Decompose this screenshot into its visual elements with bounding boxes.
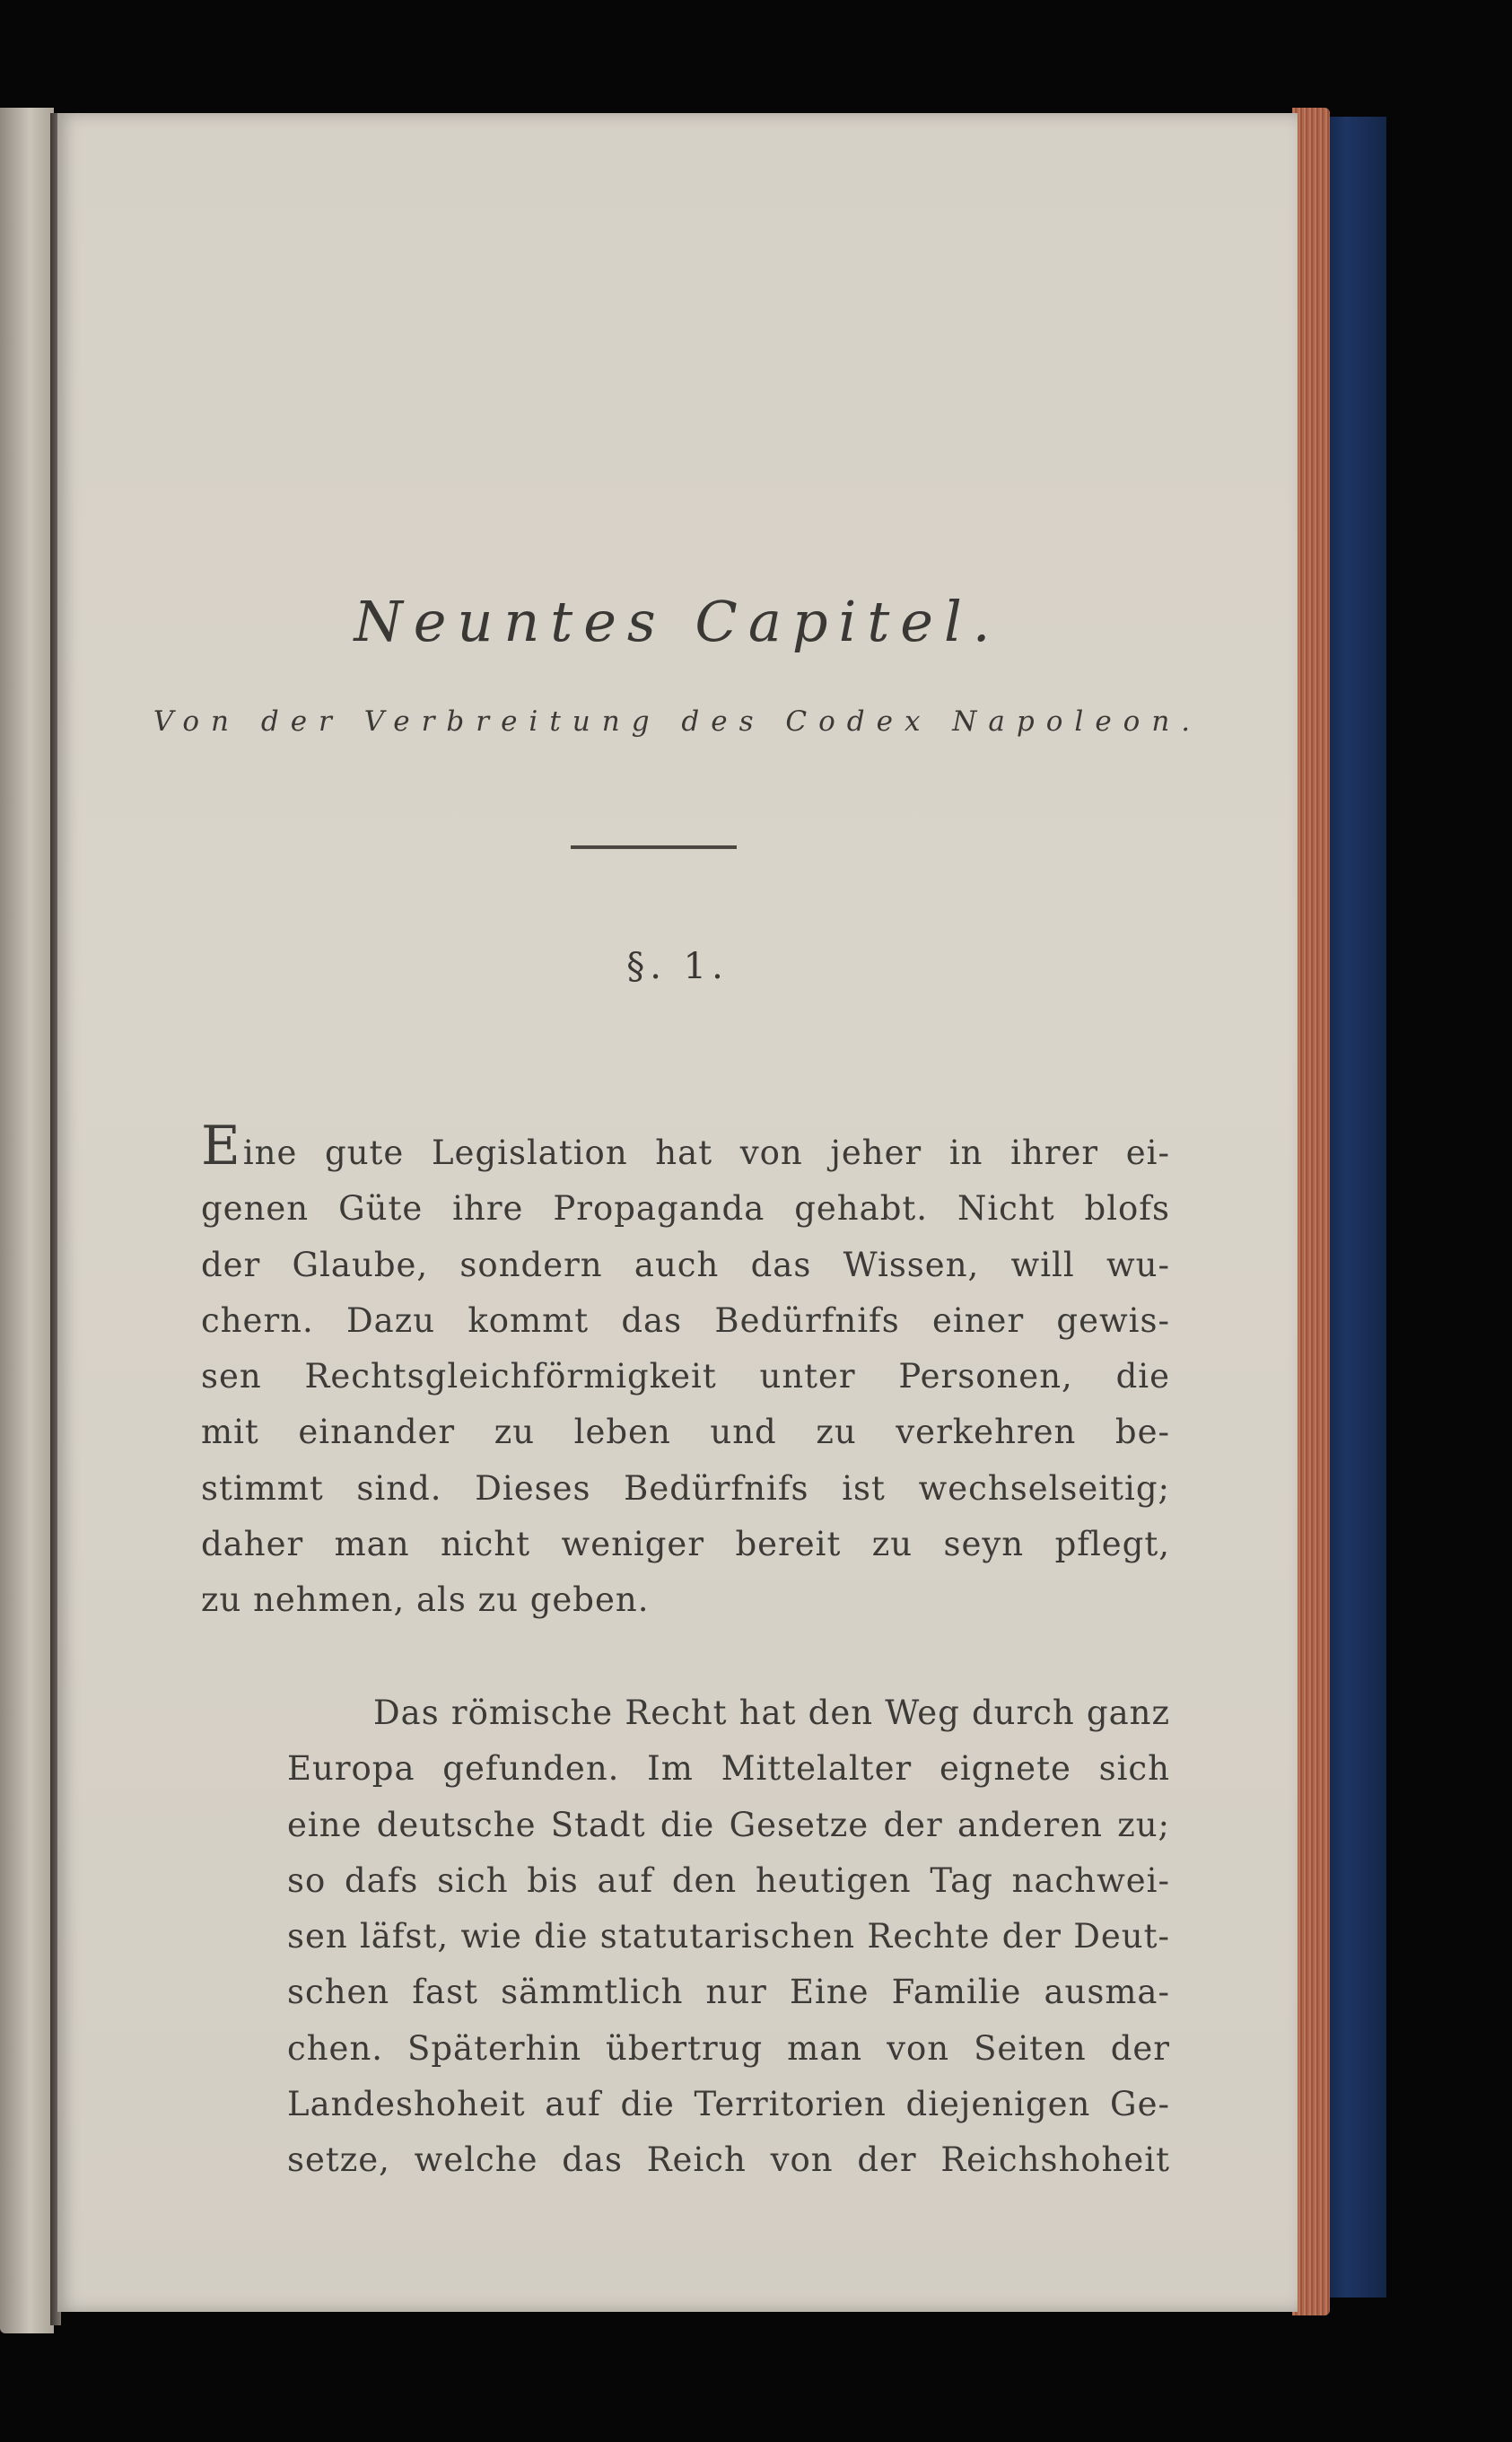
divider-rule — [571, 845, 737, 849]
text-line: mit einander zu leben und zu verkehren be- — [201, 1413, 1170, 1452]
left-page-edge — [0, 108, 54, 2333]
text-line: setze, welche das Reich von der Reichshoheit — [287, 2140, 1170, 2180]
paragraph-1 — [201, 1115, 1170, 1629]
page-edges — [1292, 108, 1330, 2315]
chapter-title: Neuntes Capitel. — [354, 589, 1001, 654]
text-line: genen Güte ihre Propaganda gehabt. Nicht blofs — [201, 1189, 1170, 1229]
text-line: chen. Späterhin übertrug man von Seiten der — [287, 2028, 1170, 2068]
text-line: sen Rechtsgleichförmigkeit unter Personen, die — [201, 1357, 1170, 1396]
text-line: zu nehmen, als zu geben. — [201, 1580, 650, 1620]
text-line: schen fast sämmtlich nur Eine Familie ausma- — [287, 1973, 1170, 2012]
text-line: der Glaube, sondern auch das Wissen, will wu- — [201, 1245, 1170, 1284]
text-line — [201, 1115, 1170, 1181]
text-line: sen läfst, wie die statutarischen Rechte der Deut- — [287, 1917, 1170, 1956]
text-line: chern. Dazu kommt das Bedürfnifs einer gewis- — [201, 1300, 1170, 1340]
section-heading: §. 1. — [626, 946, 729, 987]
text-line: eine deutsche Stadt die Gesetze der anderen zu; — [287, 1805, 1170, 1844]
text-line: stimmt sind. Dieses Bedürfnifs ist wechselseitig; — [201, 1468, 1170, 1508]
text-line: daher man nicht weniger bereit zu seyn pflegt, — [201, 1525, 1170, 1564]
drop-cap: E — [201, 1115, 241, 1177]
text-line: Europa gefunden. Im Mittelalter eignete sich — [287, 1749, 1170, 1789]
text-line: Landeshoheit auf die Territorien diejenigen Ge- — [287, 2085, 1170, 2124]
text-line-content: ine gute Legislation hat von jeher in ihrer ei- — [242, 1133, 1170, 1172]
book-page — [57, 113, 1298, 2312]
text-line: so dafs sich bis auf den heutigen Tag nachwei- — [287, 1860, 1170, 1900]
chapter-subtitle: Von der Verbreitung des Codex Napoleon. — [153, 705, 1202, 738]
paragraph-2 — [201, 1685, 1170, 2189]
text-line: Das römische Recht hat den Weg durch ganz — [373, 1694, 1170, 1732]
